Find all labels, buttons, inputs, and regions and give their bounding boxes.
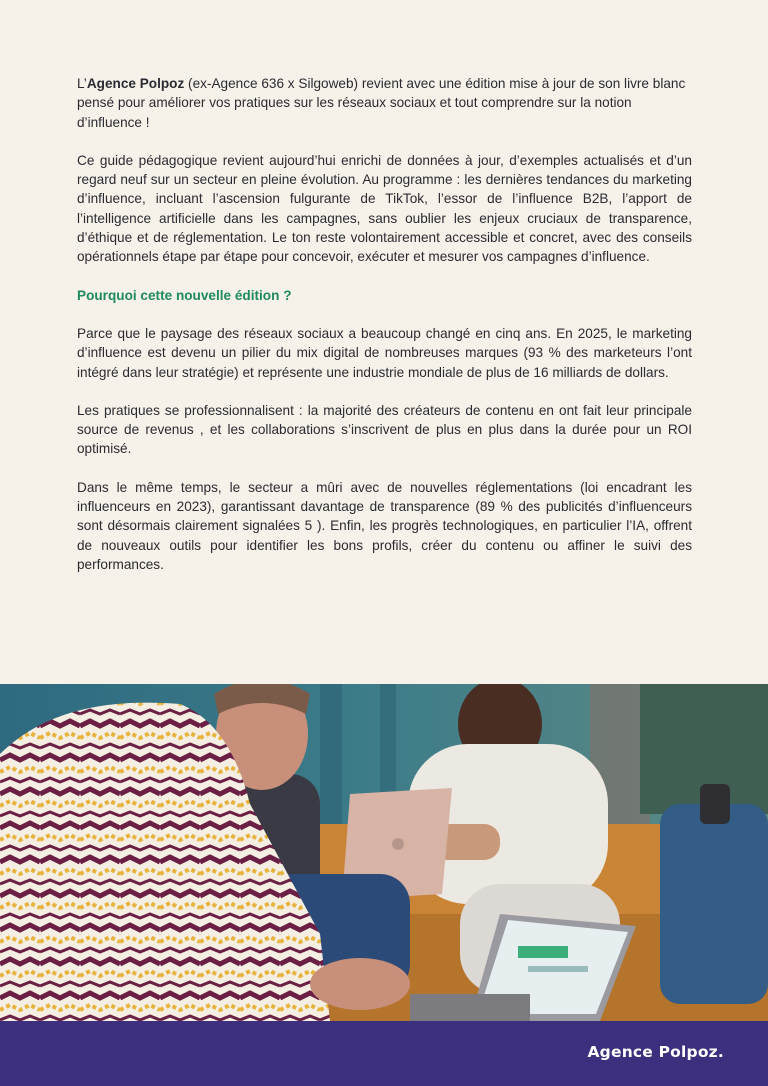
agency-logo: Agence Polpoz. bbox=[587, 1043, 724, 1061]
regulation-paragraph: Dans le même temps, le secteur a mûri avec de nouvelles réglementations (loi encadrant les influenceurs en 2023), garantissant davantage de transparence (89 % des publicités d’influenceurs sont désormais clairement signalées 5 ). Enfin, les progrès technologiques, en particulier l’IA, offrent de nouveaux outils pour identifier les bons profils, créer du contenu ou affiner le suivi des performances. bbox=[77, 479, 692, 572]
footer-bar bbox=[0, 1021, 768, 1086]
team-photo bbox=[0, 684, 768, 1021]
practices-paragraph: Les pratiques se professionnalisent : la majorité des créateurs de contenu en ont fait leur principale source de revenus , et les collaborations s’inscrivent de plus en plus dans la durée pour un ROI optimisé. bbox=[77, 402, 692, 457]
section-heading: Pourquoi cette nouvelle édition ? bbox=[77, 287, 292, 303]
article-body bbox=[77, 74, 692, 593]
intro-text: (ex-Agence 636 x Silgoweb) revient avec une édition mise à jour de son livre blanc pensé pour améliorer vos pratiques sur les réseaux sociaux et tout comprendre sur la notion d’influence ! bbox=[77, 76, 686, 130]
landscape-paragraph: Parce que le paysage des réseaux sociaux a beaucoup changé en cinq ans. En 2025, le marketing d’influence est devenu un pilier du mix digital de nombreuses marques (93 % des marketeurs l’ont intégré dans leur stratégie) et représente une industrie mondiale de plus de 16 milliards de dollars. bbox=[77, 325, 692, 380]
intro-prefix: L’ bbox=[77, 76, 87, 91]
guide-paragraph: Ce guide pédagogique revient aujourd’hui enrichi de données à jour, d’exemples actualisés et d’un regard neuf sur un secteur en pleine évolution. Au programme : les dernières tendances du marketing d’influence, incluant l’ascension fulgurante de TikTok, l’essor de l’influence B2B, l’apport de l’intelligence artificielle dans les campagnes, sans oublier les enjeux cruciaux de transparence, d’éthique et de réglementation. Le ton reste volontairement accessible et concret, avec des conseils opérationnels étape par étape pour concevoir, exécuter et mesurer vos campagnes d’influence. bbox=[77, 152, 692, 265]
team-photo-illustration bbox=[0, 684, 768, 1021]
brand-name: Agence Polpoz bbox=[86, 76, 185, 91]
intro-paragraph bbox=[77, 74, 692, 132]
